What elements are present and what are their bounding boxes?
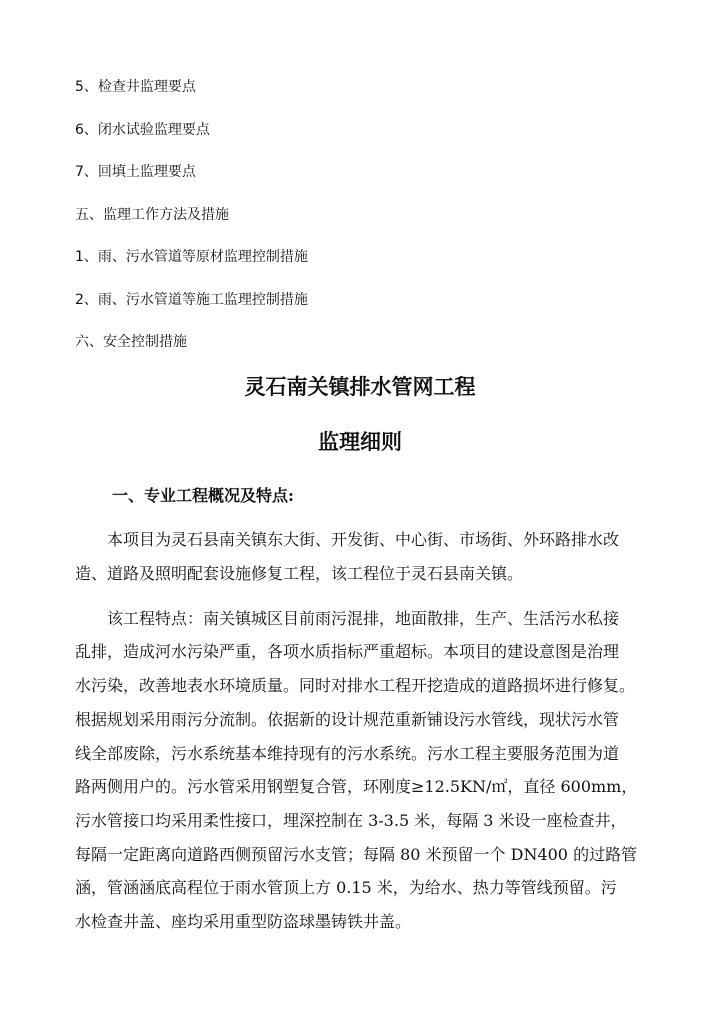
paragraph-line: 涵，管涵涵底高程位于雨水管顶上方 0.15 米，为给水、热力等管线预留。污: [75, 878, 617, 897]
paragraph-line: 路两侧用户的。污水管采用钢塑复合管，环刚度≥12.5KN/㎡，直径 600mm，: [75, 777, 638, 796]
toc-item: 2、雨、污水管道等施工监理控制措施: [75, 292, 308, 308]
toc-item: 五、监理工作方法及措施: [75, 207, 229, 223]
paragraph-line: 每隔一定距离向道路西侧预留污水支管；每隔 80 米预留一个 DN400 的过路管: [75, 845, 638, 864]
section-heading: 一、专业工程概况及特点:: [112, 486, 294, 505]
toc-item: 1、雨、污水管道等原材监理控制措施: [75, 249, 308, 265]
paragraph-line: 该工程特点：南关镇城区目前雨污混排，地面散排，生产、生活污水私接: [107, 609, 620, 628]
document-title: 灵石南关镇排水管网工程: [244, 374, 476, 399]
toc-item: 6、闭水试验监理要点: [75, 122, 210, 138]
paragraph-line: 线全部废除，污水系统基本维持现有的污水系统。污水工程主要服务范围为道: [75, 744, 620, 763]
document-subtitle: 监理细则: [318, 429, 402, 454]
paragraph-line: 本项目为灵石县南关镇东大街、开发街、中心街、市场街、外环路排水改: [107, 530, 620, 549]
paragraph-line: 水污染，改善地表水环境质量。同时对排水工程开挖造成的道路损坏进行修复。: [75, 676, 636, 695]
paragraph-line: 污水管接口均采用柔性接口，埋深控制在 3-3.5 米，每隔 3 米设一座检查井，: [75, 811, 627, 830]
paragraph-line: 乱排，造成河水污染严重，各项水质指标严重超标。本项目的建设意图是治理: [75, 642, 620, 661]
paragraph-line: 造、道路及照明配套设施修复工程，该工程位于灵石县南关镇。: [75, 564, 524, 583]
paragraph-line: 根据规划采用雨污分流制。依据新的设计规范重新铺设污水管线，现状污水管: [75, 710, 620, 729]
paragraph-line: 水检查井盖、座均采用重型防盗球墨铸铁井盖。: [75, 912, 412, 931]
toc-item: 7、回填土监理要点: [75, 164, 196, 180]
toc-item: 5、检查井监理要点: [75, 79, 196, 95]
toc-item: 六、安全控制措施: [75, 334, 187, 350]
